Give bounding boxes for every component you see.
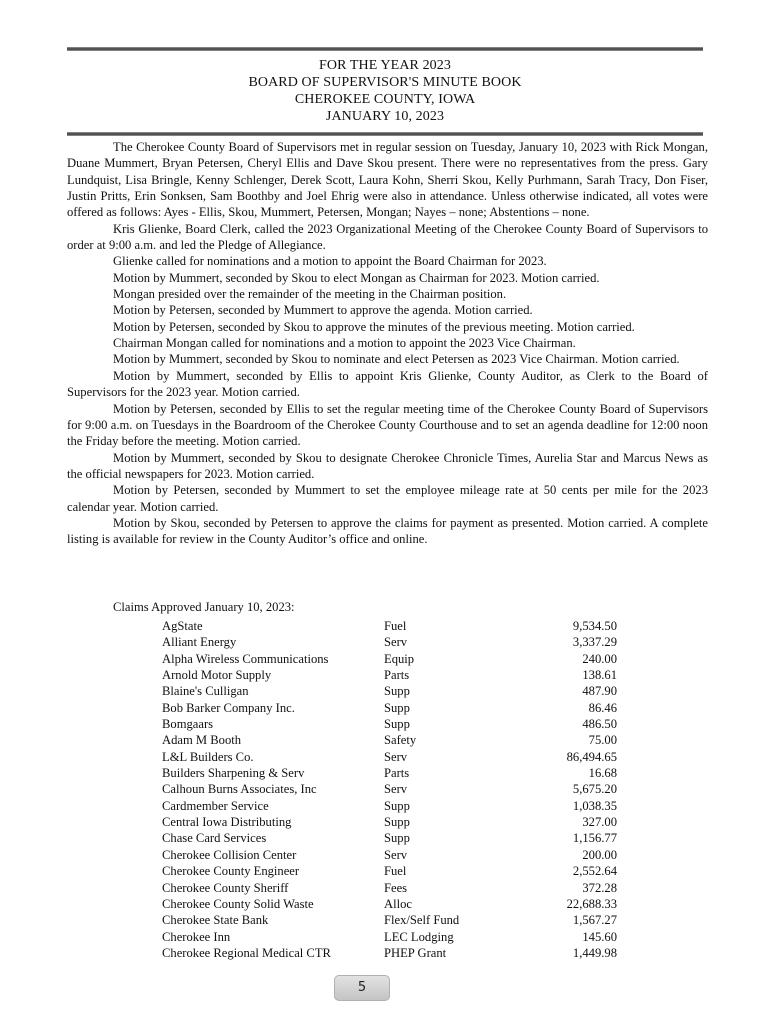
claim-vendor: Bomgaars	[162, 717, 214, 732]
claim-vendor: Cherokee Inn	[162, 929, 231, 944]
claim-row	[162, 765, 617, 781]
claim-amount: 2,552.64	[572, 864, 617, 879]
header-bottom-rule	[67, 132, 703, 136]
minutes-paragraph: Motion by Skou, seconded by Petersen to approve the claims for payment as presented. Motion carried. A complete listing is available for review in the County Auditor’s office and online.	[67, 515, 708, 547]
claim-amount: 16.68	[588, 766, 617, 781]
claim-amount: 5,675.20	[572, 782, 617, 797]
minutes-paragraph: Motion by Mummert, seconded by Skou to designate Cherokee Chronicle Times, Aurelia Star and Marcus News as the official newspapers for 2023. Motion carried.	[67, 450, 708, 481]
claim-row	[162, 880, 617, 896]
claim-type: Supp	[384, 798, 410, 813]
claim-type: Supp	[384, 717, 410, 732]
claim-type: Parts	[384, 766, 410, 781]
claim-row	[162, 618, 617, 634]
claim-type: Alloc	[384, 896, 412, 911]
minutes-paragraph: Motion by Petersen, seconded by Skou to approve the minutes of the previous meeting. Motion carried.	[113, 319, 635, 334]
claim-vendor: L&L Builders Co.	[162, 749, 254, 764]
page-header	[67, 57, 703, 125]
claim-amount: 138.61	[582, 668, 617, 683]
claim-amount: 200.00	[582, 847, 617, 862]
claim-row	[162, 863, 617, 879]
claim-row	[162, 732, 617, 748]
claim-vendor: Chase Card Services	[162, 831, 267, 846]
claim-vendor: Cherokee State Bank	[162, 913, 269, 928]
page-number: 5	[334, 975, 390, 1001]
claim-vendor: Bob Barker Company Inc.	[162, 700, 295, 715]
minutes-paragraph: Glienke called for nominations and a motion to appoint the Board Chairman for 2023.	[113, 254, 547, 269]
claim-vendor: Cherokee County Solid Waste	[162, 896, 314, 911]
claim-amount: 1,567.27	[572, 913, 617, 928]
claim-row	[162, 651, 617, 667]
claim-type: Supp	[384, 700, 410, 715]
header-year-line: FOR THE YEAR 2023	[319, 58, 451, 73]
claim-row	[162, 830, 617, 846]
claim-row	[162, 945, 617, 961]
claim-type: Fuel	[384, 619, 407, 633]
claim-type: Serv	[384, 847, 408, 862]
header-date-line: JANUARY 10, 2023	[325, 109, 445, 124]
claim-type: Supp	[384, 831, 410, 846]
claim-row	[162, 929, 617, 945]
claim-row	[162, 781, 617, 797]
header-top-rule	[67, 47, 703, 51]
claim-amount: 1,038.35	[572, 798, 617, 813]
claim-row	[162, 634, 617, 650]
claim-amount: 1,449.98	[572, 945, 617, 960]
minutes-paragraph: Chairman Mongan called for nominations and a motion to appoint the 2023 Vice Chairman.	[113, 336, 576, 351]
claim-row	[162, 700, 617, 716]
header-county-line: CHEROKEE COUNTY, IOWA	[294, 92, 476, 107]
claim-vendor: Calhoun Burns Associates, Inc	[162, 782, 317, 797]
claim-type: Supp	[384, 815, 410, 830]
minutes-paragraph: Motion by Mummert, seconded by Skou to elect Mongan as Chairman for 2023. Motion carried.	[113, 270, 600, 285]
claim-row	[162, 912, 617, 928]
minutes-paragraph: The Cherokee County Board of Supervisors met in regular session on Tuesday, January 10, 2023 with Rick Mongan, Duane Mummert, Bryan Petersen, Cheryl Ellis and Dave Skou present. There were no representatives from the press. Gary Lundquist, Lisa Bringle, Kenny Schlenger, Derek Scott, Laura Kohn, Sherri Skou, Kelly Purhmann, Sarah Tracy, Don Fiser, Justin Pritts, Erin Sonksen, Sam Boothby and Joel Ehrig were also in attendance. Unless otherwise indicated, all votes were offered as follows: Ayes - Ellis, Skou, Mummert, Petersen, Mongan; Nayes – none; Abstentions – none.	[67, 140, 708, 220]
minutes-paragraph: Motion by Petersen, seconded by Ellis to set the regular meeting time of the Cherokee County Board of Supervisors for 9:00 a.m. on Tuesdays in the Boardroom of the Cherokee County Courthouse and to set an agenda deadline for 12:00 noon the Friday before the meeting. Motion carried.	[67, 401, 708, 449]
claim-type: Serv	[384, 635, 408, 650]
claim-amount: 3,337.29	[572, 635, 617, 650]
claim-amount: 9,534.50	[572, 619, 617, 633]
claim-vendor: Alliant Energy	[162, 635, 237, 650]
claim-vendor: Central Iowa Distributing	[162, 815, 292, 830]
claim-amount: 486.50	[582, 717, 617, 732]
claim-row	[162, 896, 617, 912]
claim-row	[162, 667, 617, 683]
claim-type: Safety	[384, 733, 417, 748]
claim-vendor: Cherokee County Engineer	[162, 864, 300, 879]
claim-amount: 75.00	[588, 733, 617, 748]
claim-row	[162, 847, 617, 863]
header-title-line: BOARD OF SUPERVISOR'S MINUTE BOOK	[248, 75, 522, 90]
minutes-body	[67, 139, 708, 548]
claim-row	[162, 683, 617, 699]
claims-table	[162, 618, 617, 961]
minutes-paragraph: Motion by Mummert, seconded by Ellis to appoint Kris Glienke, County Auditor, as Clerk to the Board of Supervisors for the 2023 year. Motion carried.	[67, 368, 708, 400]
minutes-paragraph: Motion by Petersen, seconded by Mummert to set the employee mileage rate at 50 cents per mile for the 2023 calendar year. Motion carried.	[67, 483, 708, 514]
claim-amount: 1,156.77	[572, 831, 617, 846]
claim-row	[162, 749, 617, 765]
claim-type: Supp	[384, 684, 410, 699]
claim-amount: 240.00	[582, 651, 617, 666]
claim-type: PHEP Grant	[384, 945, 447, 960]
claim-vendor: Cardmember Service	[162, 798, 269, 813]
minutes-paragraph: Kris Glienke, Board Clerk, called the 2023 Organizational Meeting of the Cherokee County Board of Supervisors to order at 9:00 a.m. and led the Pledge of Allegiance.	[67, 221, 708, 253]
claim-row	[162, 716, 617, 732]
claim-vendor: AgState	[162, 619, 203, 633]
claim-type: Serv	[384, 782, 408, 797]
claim-type: LEC Lodging	[384, 929, 454, 944]
claim-amount: 372.28	[582, 880, 617, 895]
claim-vendor: Builders Sharpening & Serv	[162, 766, 305, 781]
claim-vendor: Blaine's Culligan	[162, 684, 249, 699]
claim-type: Serv	[384, 749, 408, 764]
claim-amount: 86.46	[588, 700, 617, 715]
claim-vendor: Cherokee Regional Medical CTR	[162, 945, 331, 960]
claim-type: Fees	[384, 880, 408, 895]
claim-vendor: Cherokee County Sheriff	[162, 880, 289, 895]
claim-vendor: Arnold Motor Supply	[162, 668, 272, 683]
minutes-paragraph: Mongan presided over the remainder of the meeting in the Chairman position.	[113, 287, 507, 302]
minutes-paragraph: Motion by Mummert, seconded by Skou to nominate and elect Petersen as 2023 Vice Chairman. Motion carried.	[113, 352, 680, 367]
claim-type: Equip	[384, 651, 415, 666]
claim-amount: 22,688.33	[566, 896, 617, 911]
claim-amount: 145.60	[582, 929, 617, 944]
claim-amount: 487.90	[582, 684, 617, 699]
claim-type: Flex/Self Fund	[384, 913, 460, 928]
claim-vendor: Adam M Booth	[162, 733, 242, 748]
claim-vendor: Cherokee Collision Center	[162, 847, 297, 862]
claim-type: Parts	[384, 668, 410, 683]
claims-title: Claims Approved January 10, 2023:	[113, 600, 295, 614]
claim-type: Fuel	[384, 864, 407, 879]
claim-row	[162, 814, 617, 830]
claim-vendor: Alpha Wireless Communications	[162, 651, 329, 666]
claim-row	[162, 798, 617, 814]
minutes-paragraph: Motion by Petersen, seconded by Mummert to approve the agenda. Motion carried.	[113, 303, 533, 318]
claim-amount: 327.00	[582, 815, 617, 830]
claim-amount: 86,494.65	[566, 749, 617, 764]
